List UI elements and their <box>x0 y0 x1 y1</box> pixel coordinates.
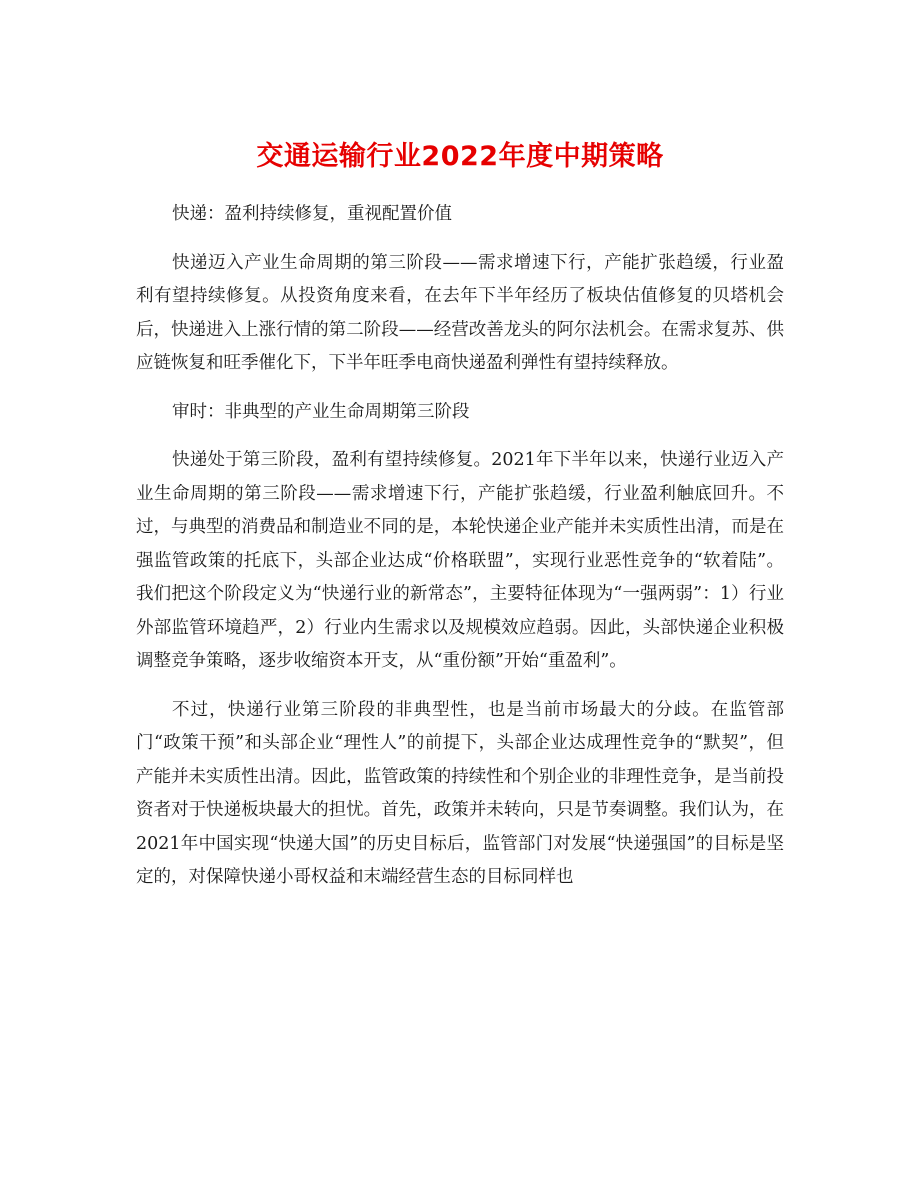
section-heading-express: 快递：盈利持续修复，重视配置价值 <box>172 204 452 224</box>
body-paragraph: 快递处于第三阶段，盈利有望持续修复。2021年下半年以来，快递行业迈入产业生命周期的第三阶段——需求增速下行，产能扩张趋缓，行业盈利触底回升。不过，与典型的消费品和制造业不同的是，本轮快递企业产能并未实质性出清，而是在强监管政策的托底下，头部企业达成“价格联盟”，实现行业恶性竞争的“软着陆”。我们把这个阶段定义为“快递行业的新常态”，主要特征体现为“一强两弱”：1）行业外部监管环境趋严，2）行业内生需求以及规模效应趋弱。因此，头部快递企业积极调整竞争策略，逐步收缩资本开支，从“重份额”开始“重盈利”。 <box>136 450 784 671</box>
document-body <box>136 198 784 910</box>
section-heading-lifecycle: 审时：非典型的产业生命周期第三阶段 <box>172 401 470 422</box>
body-paragraph: 快递迈入产业生命周期的第三阶段——需求增速下行，产能扩张趋缓，行业盈利有望持续修复。从投资角度来看，在去年下半年经历了板块估值修复的贝塔机会后，快递进入上涨行情的第二阶段——经营改善龙头的阿尔法机会。在需求复苏、供应链恢复和旺季催化下，下半年旺季电商快递盈利弹性有望持续释放。 <box>136 252 784 373</box>
body-paragraph: 不过，快递行业第三阶段的非典型性，也是当前市场最大的分歧。在监管部门“政策干预”和头部企业“理性人”的前提下，头部企业达成理性竞争的“默契”，但产能并未实质性出清。因此，监管政策的持续性和个别企业的非理性竞争，是当前投资者对于快递板块最大的担忧。首先，政策并未转向，只是节奏调整。我们认为，在2021年中国实现“快递大国”的历史目标后，监管部门对发展“快递强国”的目标是坚定的，对保障快递小哥权益和末端经营生态的目标同样也 <box>136 699 784 887</box>
document-title: 交通运输行业2022年度中期策略 <box>256 141 664 172</box>
